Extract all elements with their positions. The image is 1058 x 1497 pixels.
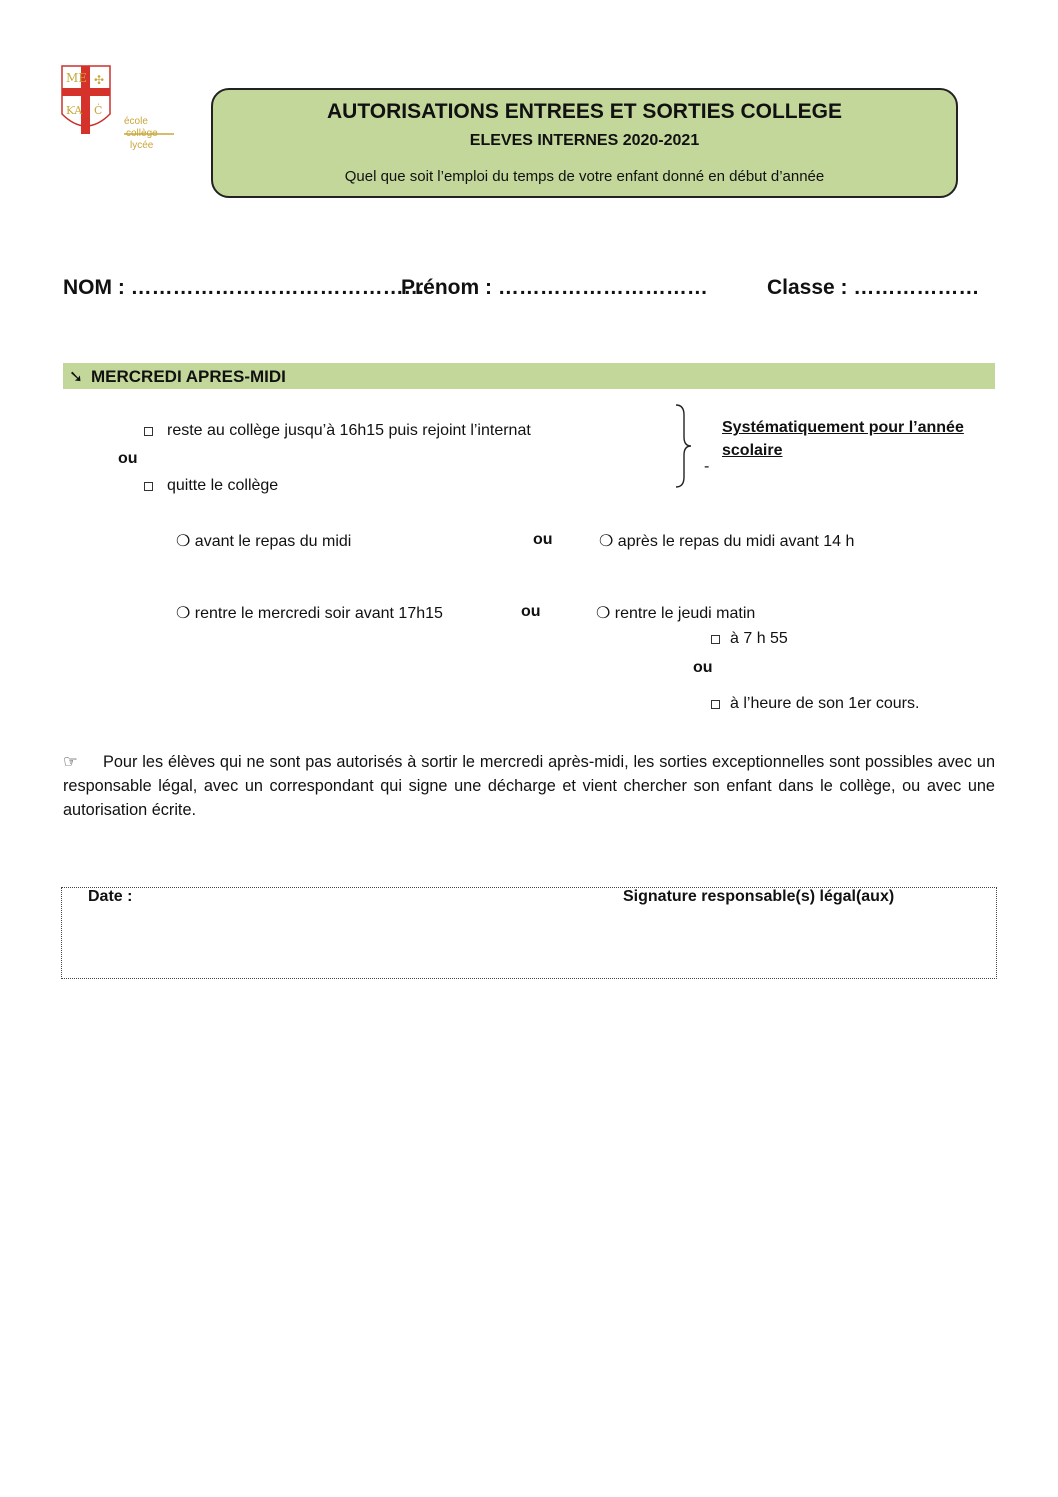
or-label: ou: [118, 450, 138, 467]
logo-text-ecole: école: [124, 116, 148, 127]
logo-text-college: collège: [126, 128, 158, 139]
or-label: ou: [533, 531, 553, 548]
arrow-down-right-icon: ➘: [68, 367, 84, 386]
at-755-checkbox[interactable]: [711, 635, 720, 644]
leave-label: quitte le collège: [167, 477, 279, 494]
first-class-checkbox[interactable]: [711, 700, 720, 709]
document-title: AUTORISATIONS ENTREES ET SORTIES COLLEGE: [327, 100, 842, 123]
prenom-field[interactable]: Prénom : …………………………: [401, 276, 708, 299]
section-header: [63, 363, 995, 389]
radio-before-lunch[interactable]: ❍ avant le repas du midi: [176, 533, 352, 550]
at-755-label: à 7 h 55: [730, 630, 788, 647]
note-text: Pour les élèves qui ne sont pas autorisés à sortir le mercredi après-midi, les sorties exceptionnelles sont possibles avec un responsable légal, avec un correspondant qui signe une décharge et vient chercher son enfant dans le collège, ou avec une autorisation écrite.: [63, 753, 995, 819]
radio-after-lunch[interactable]: ❍ après le repas du midi avant 14 h: [599, 533, 855, 550]
crest-icon: [58, 62, 178, 152]
exceptional-exits-note: [63, 750, 995, 822]
header-box: [211, 88, 958, 198]
stay-label: reste au collège jusqu’à 16h15 puis rejoint l’internat: [167, 422, 531, 439]
header-note: Quel que soit l’emploi du temps de votre enfant donné en début d’année: [344, 168, 825, 185]
signature-label: Signature responsable(s) légal(aux): [623, 888, 895, 905]
date-label: Date :: [88, 888, 133, 905]
stay-checkbox[interactable]: [144, 427, 153, 436]
dash-mark: -: [704, 458, 710, 475]
classe-field[interactable]: Classe : ………………: [767, 276, 980, 299]
school-logo: [58, 62, 178, 152]
leave-checkbox[interactable]: [144, 482, 153, 491]
first-class-label: à l’heure de son 1er cours.: [730, 695, 920, 712]
svg-text:ME: ME: [66, 71, 88, 85]
radio-return-wednesday[interactable]: ❍ rentre le mercredi soir avant 17h15: [176, 605, 443, 622]
brace-icon: [674, 403, 694, 489]
or-label: ou: [693, 659, 713, 676]
or-label: ou: [521, 603, 541, 620]
radio-return-thursday[interactable]: ❍ rentre le jeudi matin: [596, 605, 756, 622]
systematic-label: Systématiquement pour l’année scolaire: [722, 419, 964, 459]
pointing-hand-icon: ☞: [63, 753, 78, 771]
svg-text:ƘA: ƘA: [66, 104, 83, 117]
svg-text:Ċ: Ċ: [94, 104, 103, 117]
svg-text:✣: ✣: [94, 73, 105, 87]
section-title: MERCREDI APRES-MIDI: [91, 367, 286, 386]
logo-text-lycee: lycée: [130, 140, 154, 151]
document-subtitle: ELEVES INTERNES 2020-2021: [469, 132, 700, 149]
nom-field[interactable]: NOM : ……………………………………: [63, 276, 425, 299]
